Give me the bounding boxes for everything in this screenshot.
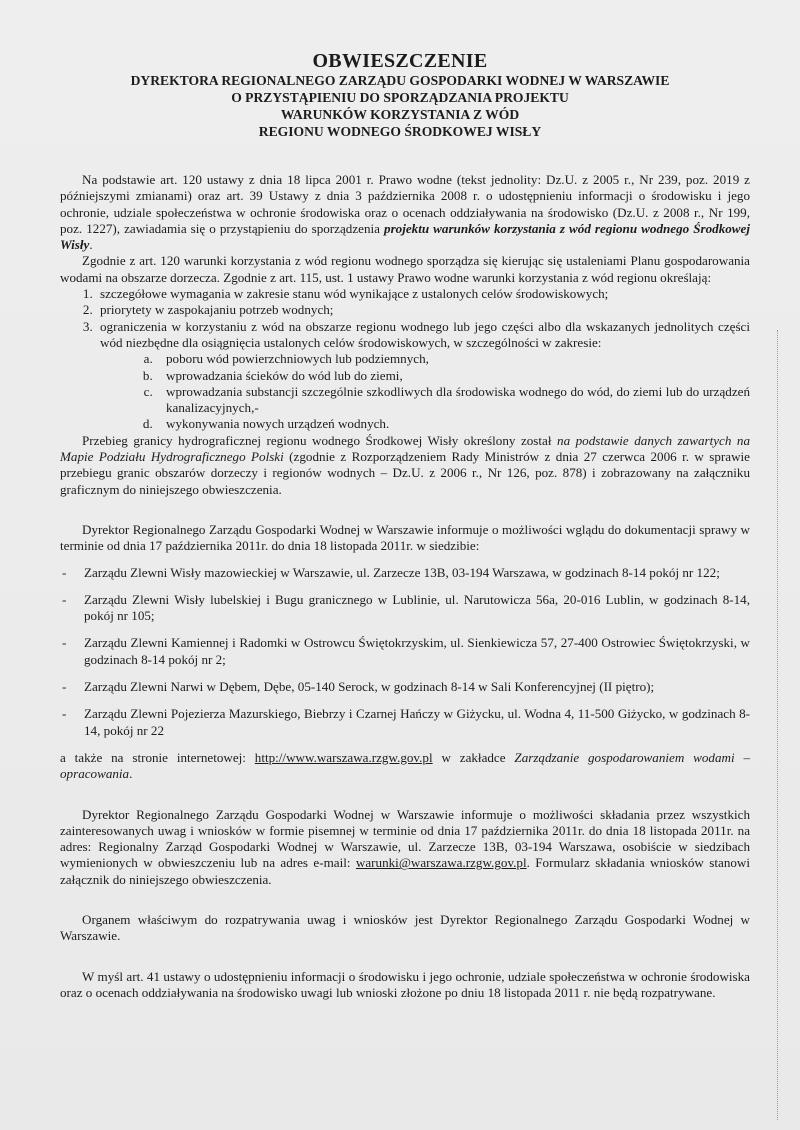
header-line-4: REGIONU WODNEGO ŚRODKOWEJ WISŁY — [258, 124, 542, 139]
list-item: c. wprowadzania substancji szczególnie szkodliwych dla środowiska wodnego do wód, do ziemi lub do urządzeń kanalizacyjnych,- — [156, 384, 750, 417]
list-item: - Zarządu Zlewni Wisły mazowieckiej w Warszawie, ul. Zarzecze 13B, 03-194 Warszawa, w godzinach 8-14 pokój nr 122; — [60, 565, 750, 581]
legal-basis-paragraph: Na podstawie art. 120 ustawy z dnia 18 lipca 2001 r. Prawo wodne (tekst jednolity: Dz.U. z 2005 r., Nr 239, poz. 2019 z późniejszymi zmianami) oraz art. 39 Ustawy z dnia 3 października 2008 r. o udostępnieniu informacji o środowisku i jego ochronie, udziale społeczeństwa w ochronie środowiska oraz o ocenach oddziaływania na środowisko (Dz.U. z 2008 r., Nr 199, poz. 1227), zawiadamia się o przystąpieniu do sporządzenia projektu warunków korzystania z wód regionu wodnego Środkowej Wisły. — [60, 172, 750, 253]
list-item: - Zarządu Zlewni Pojezierza Mazurskiego, Biebrzy i Czarnej Hańczy w Giżycku, ul. Wodna 4, 11-500 Giżycko, w godzinach 8-14, pokój nr 22 — [60, 706, 750, 739]
header-line-3: WARUNKÓW KORZYSTANIA Z WÓD — [280, 107, 520, 122]
conditions-list — [60, 286, 750, 433]
submissions-paragraph: Dyrektor Regionalnego Zarządu Gospodarki Wodnej w Warszawie informuje o możliwości składania przez wszystkich zainteresowanych uwag i wniosków w formie pisemnej w terminie od dnia 17 października 2011r. do dnia 18 listopada 2011r. na adres: Regionalny Zarząd Gospodarki Wodnej w Warszawie, ul. Zarzecze 13B, 03-194 Warszawa, osobiście w siedzibach wymienionych w obwieszczeniu lub na adres e-mail: warunki@warszawa.rzgw.gov.pl. Formularz składania wniosków stanowi załącznik do niniejszego obwieszczenia. — [60, 806, 751, 887]
header-line-1: DYREKTORA REGIONALNEGO ZARZĄDU GOSPODARKI WODNEJ W WARSZAWIE — [130, 73, 670, 88]
website-link[interactable]: http://www.warszawa.rzgw.gov.pl — [254, 749, 433, 765]
map-reference-emphasis: na podstawie danych zawartych na Mapie Podziału Hydrograficznego Polski — [60, 432, 750, 465]
authority-paragraph: Organem właściwym do rozpatrywania uwag i wniosków jest Dyrektor Regionalnego Zarządu Gospodarki Wodnej w Warszawie. — [60, 911, 750, 944]
list-item: - Zarządu Zlewni Narwi w Dębem, Dębe, 05-140 Serock, w godzinach 8-14 w Sali Konferencyjnej (II piętro); — [60, 679, 750, 695]
late-submissions-paragraph: W myśl art. 41 ustawy o udostępnieniu informacji o środowisku i jego ochronie, udziale społeczeństwa w ochronie środowiska oraz o ocenach oddziaływania na środowisko uwagi lub wnioski złożone po dniu 18 listopada 2011 r. nie będą rozpatrywane. — [60, 968, 750, 1000]
list-item: d. wykonywania nowych urządzeń wodnych. — [156, 416, 750, 432]
restrictions-sublist — [100, 351, 750, 432]
document-header — [40, 50, 760, 140]
list-item: 3. ograniczenia w korzystaniu z wód na obszarze regionu wodnego lub jego części albo dla wskazanych jednolitych części wód niezbędne dla osiągnięcia ustalonych celów środowiskowych, w szczególności w zakresie: a. poboru wód powierzchniowych lub podziemnych, b. wprowadzania ścieków do wód lub do ziemi, c. wprowadzania substancji szczególnie szkodliwych dla środowiska wodnego do wód, do ziemi lub do urządzeń kanalizacyjnych,- d. wykonywania nowych urządzeń wodnych. — [96, 319, 750, 433]
conditions-intro-paragraph: Zgodnie z art. 120 warunki korzystania z wód regionu wodnego sporządza się kierując się ustaleniami Planu gospodarowania wodami na obszarze dorzecza. Zgodnie z art. 115, ust. 1 ustawy Prawo wodne warunki korzystania z wód regionu określają: — [60, 253, 750, 285]
list-item: 2. priorytety w zaspokajaniu potrzeb wodnych; — [96, 302, 750, 318]
website-tab-name: Zarządzanie gospodarowaniem wodami – opracowania — [60, 749, 750, 782]
project-title-emphasis: projektu warunków korzystania z wód regionu wodnego Środkowej Wisły — [60, 220, 750, 253]
page-edge-mark — [776, 330, 778, 1120]
email-link[interactable]: warunki@warszawa.rzgw.gov.pl — [355, 855, 527, 871]
list-item: a. poboru wód powierzchniowych lub podziemnych, — [156, 351, 750, 367]
list-item: - Zarządu Zlewni Kamiennej i Radomki w Ostrowcu Świętokrzyskim, ul. Sienkiewicza 57, 27-400 Ostrowiec Świętokrzyski, w godzinach 8-14 pokój nr 2; — [60, 635, 750, 668]
list-item: 1. szczegółowe wymagania w zakresie stanu wód wynikające z ustalonych celów środowiskowych; — [96, 286, 750, 302]
inspection-paragraph: Dyrektor Regionalnego Zarządu Gospodarki Wodnej w Warszawie informuje o możliwości wglądu do dokumentacji sprawy w terminie od dnia 17 października 2011r. do dnia 18 listopada 2011r. w siedzibie: — [60, 521, 750, 554]
list-item: b. wprowadzania ścieków do wód lub do ziemi, — [156, 368, 750, 384]
locations-list — [60, 565, 750, 739]
list-item: - Zarządu Zlewni Wisły lubelskiej i Bugu granicznego w Lublinie, ul. Narutowicza 56a, 20-016 Lublin, w godzinach 8-14, pokój nr 105; — [60, 592, 750, 625]
header-line-2: O PRZYSTĄPIENIU DO SPORZĄDZANIA PROJEKTU — [231, 90, 569, 105]
boundary-paragraph: Przebieg granicy hydrograficznej regionu wodnego Środkowej Wisły określony został na podstawie danych zawartych na Mapie Podziału Hydrograficznego Polski (zgodnie z Rozporządzeniem Rady Ministrów z dnia 27 czerwca 2006 r. w sprawie przebiegu granic obszarów dorzeczy i regionów wodnych – Dz.U. z 2006 r., Nr 126, poz. 878) i zobrazowany na załączniku graficznym do niniejszego obwieszczenia. — [60, 432, 750, 497]
website-paragraph: a także na stronie internetowej: http://www.warszawa.rzgw.gov.pl w zakładce Zarządzanie gospodarowaniem wodami – opracowania. — [60, 749, 750, 782]
document-body — [60, 172, 750, 1001]
document-title: OBWIESZCZENIE — [312, 50, 488, 72]
